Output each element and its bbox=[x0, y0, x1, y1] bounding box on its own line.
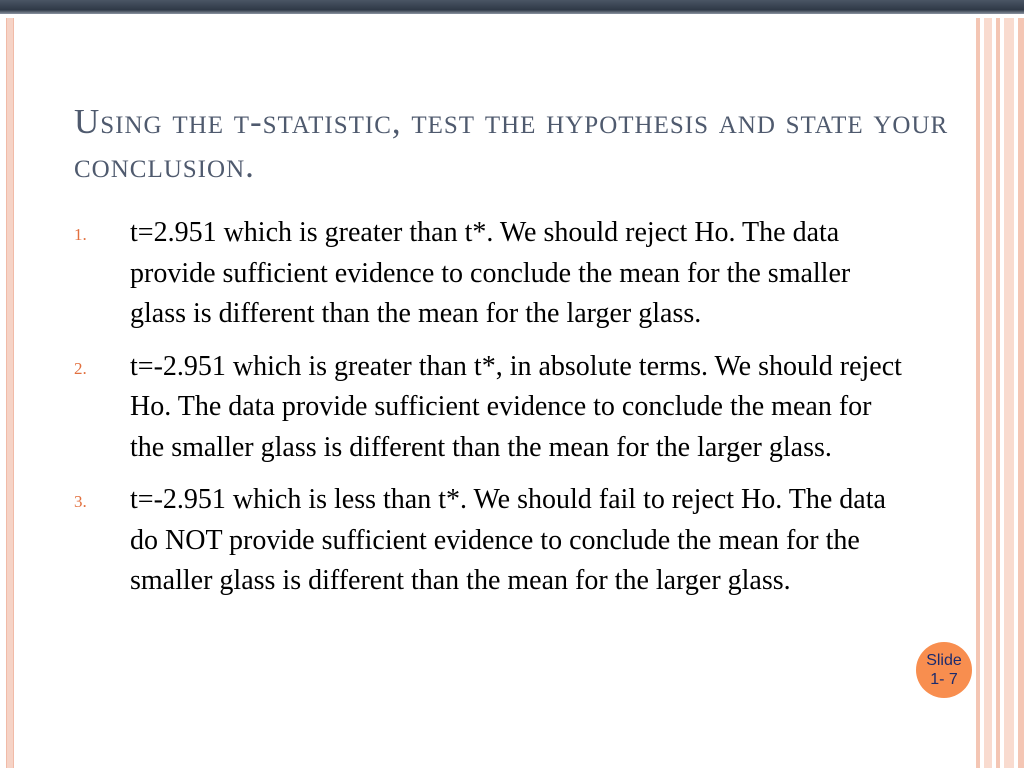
list-item-text: t=-2.951 which is greater than t*, in absolute terms. We should reject Ho. The data provide sufficient evidence to conclude the mean for the smaller glass is different than the mean for the larger glass. bbox=[130, 350, 902, 463]
list-item bbox=[74, 480, 904, 602]
list-item bbox=[74, 213, 904, 335]
left-decorative-stripe bbox=[6, 18, 14, 768]
list-item-number: 1. bbox=[74, 225, 87, 244]
list-item-number: 2. bbox=[74, 358, 87, 378]
top-header-bar bbox=[0, 0, 1024, 14]
list-item bbox=[74, 347, 904, 469]
slide-badge-number: 1- 7 bbox=[930, 671, 958, 688]
slide-title: Using the t-statistic, test the hypothesis and state your conclusion. bbox=[74, 102, 949, 185]
slide-number-badge bbox=[916, 642, 972, 698]
answer-list bbox=[74, 213, 904, 614]
list-item-text: t=2.951 which is greater than t*. We should reject Ho. The data provide sufficient evidence to conclude the mean for the smaller glass is different than the mean for the larger glass. bbox=[130, 217, 851, 329]
slide-badge-label: Slide bbox=[926, 652, 962, 669]
list-item-number: 3. bbox=[74, 492, 87, 511]
list-item-text: t=-2.951 which is less than t*. We should fail to reject Ho. The data do NOT provide sufficient evidence to conclude the mean for the smaller glass is different than the mean for the larger glass. bbox=[130, 484, 886, 596]
